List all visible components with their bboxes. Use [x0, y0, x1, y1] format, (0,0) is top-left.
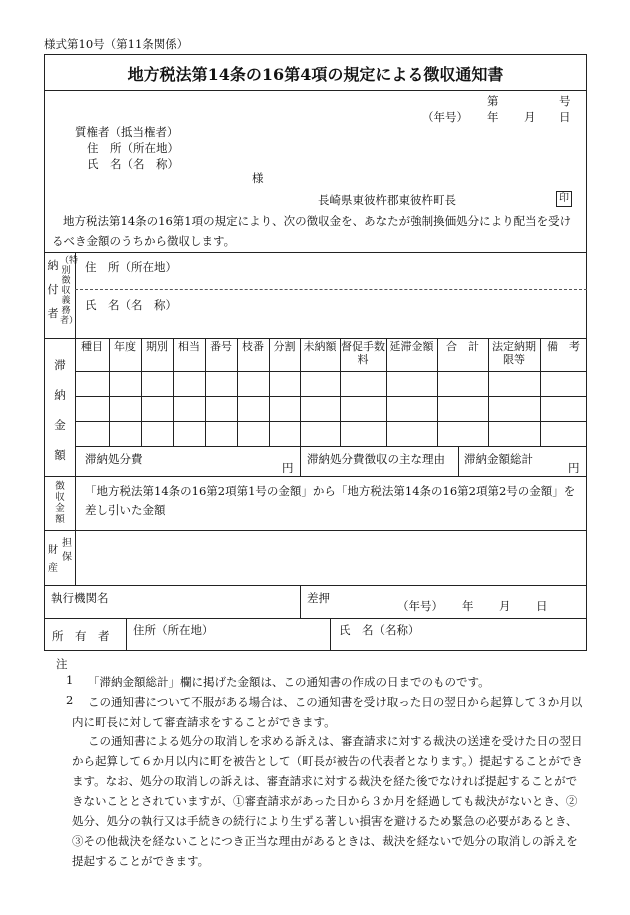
- collection-text: 「地方税法第14条の16第2項第1号の金額」から「地方税法第14条の16第2項第2号の金額」を差し引いた金額: [85, 484, 576, 517]
- note-1-text: 「滞納金額総計」欄に掲げた金額は、この通知書の作成の日までのものです。: [88, 675, 490, 689]
- collection-side-label: 徴収金額: [55, 481, 65, 525]
- column-divider: [540, 338, 541, 446]
- arrears-col-header: 相当: [178, 340, 200, 353]
- disposal-fee-yen: 円: [282, 461, 294, 475]
- divider: [44, 530, 587, 531]
- divider: [44, 585, 587, 586]
- seizure-day: 日: [536, 599, 548, 613]
- arrears-col-header: 法定納期限等: [492, 340, 536, 366]
- taxpayer-side-label: 納付者: [47, 259, 59, 320]
- divider: [75, 338, 76, 476]
- dashed-divider: [75, 289, 587, 290]
- arrears-col-header: 番号: [210, 340, 232, 353]
- security-side-label: 財産: [48, 545, 58, 574]
- seal-stamp: 印: [556, 191, 572, 207]
- form-id: 様式第10号（第11条関係）: [44, 37, 189, 51]
- owner-name: 氏 名（名称）: [339, 623, 420, 637]
- month-label: 月: [524, 110, 536, 124]
- arrears-col-header: 合 計: [446, 340, 479, 353]
- seizure-month: 月: [499, 599, 511, 613]
- column-divider: [340, 338, 341, 446]
- arrears-col-header: 種目: [81, 340, 103, 353]
- owner-label: 所 有 者: [52, 629, 110, 643]
- seizure-label: 差押: [307, 591, 330, 605]
- intro-text: 地方税法第14条の16第1項の規定により、次の徴収金を、あなたが強制換価処分により配当を受けるべき金額のうちから徴収します。: [52, 214, 572, 248]
- seizure-year-era: （年号）: [397, 599, 443, 613]
- column-divider: [141, 338, 142, 446]
- taxpayer-side-sub: （特別徴収義務者）: [60, 256, 79, 326]
- recipient-name: 氏 名（名 称）: [87, 157, 179, 171]
- arrears-col-header: 備 考: [547, 340, 580, 353]
- number-label: 第: [487, 94, 499, 108]
- divider: [44, 90, 587, 91]
- arrears-col-header: 分割: [273, 340, 296, 353]
- agency-label: 執行機関名: [51, 591, 109, 605]
- column-divider: [437, 338, 438, 446]
- recipient-role: 質権者（抵当権者）: [75, 125, 179, 139]
- divider: [75, 446, 587, 447]
- recipient-address: 住 所（所在地）: [87, 141, 179, 155]
- column-divider: [109, 338, 110, 446]
- taxpayer-address: 住 所（所在地）: [85, 260, 177, 274]
- issuer: 長崎県東彼杵郡東彼杵町長: [318, 193, 456, 207]
- column-divider: [237, 338, 238, 446]
- year-era: （年号）: [422, 110, 468, 124]
- seizure-year: 年: [462, 599, 474, 613]
- arrears-side-label: 滞納金額: [54, 358, 66, 462]
- page-title: 地方税法第14条の16第4項の規定による徴収通知書: [127, 65, 504, 84]
- divider: [330, 618, 331, 651]
- note-2-num: 2: [66, 693, 74, 707]
- number-suffix: 号: [559, 94, 571, 108]
- arrears-total-label: 滞納金額総計: [464, 452, 533, 466]
- note-2-text: この通知書について不服がある場合は、この通知書を受け取った日の翌日から起算して３か月以内に町長に対して審査請求をすることができます。: [72, 695, 583, 729]
- divider: [300, 585, 301, 618]
- column-divider: [205, 338, 206, 446]
- divider: [75, 396, 587, 397]
- divider: [458, 446, 459, 476]
- disposal-fee-label: 滞納処分費: [85, 452, 143, 466]
- arrears-col-header: 期別: [146, 340, 168, 353]
- day-label: 日: [559, 110, 571, 124]
- security-side-sub: 担保: [62, 538, 72, 563]
- note-1-num: 1: [66, 673, 74, 687]
- taxpayer-name: 氏 名（名 称）: [85, 298, 177, 312]
- year-label: 年: [487, 110, 499, 124]
- column-divider: [488, 338, 489, 446]
- arrears-col-header: 未納額: [303, 340, 337, 353]
- arrears-col-header: 督促手数料: [341, 340, 385, 366]
- column-divider: [173, 338, 174, 446]
- arrears-col-header: 年度: [114, 340, 136, 353]
- disposal-reason-label: 滞納処分費徴収の主な理由: [307, 452, 445, 466]
- divider: [75, 530, 76, 585]
- divider: [126, 618, 127, 651]
- divider: [44, 252, 587, 253]
- arrears-col-header: 延滞金額: [389, 340, 434, 353]
- arrears-col-header: 枝番: [242, 340, 264, 353]
- honorific: 様: [252, 171, 264, 185]
- column-divider: [386, 338, 387, 446]
- divider: [75, 476, 76, 530]
- divider: [44, 476, 587, 477]
- column-divider: [269, 338, 270, 446]
- arrears-total-yen: 円: [568, 461, 580, 475]
- note-paragraph: この通知書による処分の取消しを求める訴えは、審査請求に対する裁決の送達を受けた日の翌日から起算して６か月以内に町を被告として（町長が被告の代表者となります。）提起することができます。なお、処分の取消しの訴えは、審査請求に対する裁決を経た後でなければ提起することができないこととされていますが、①審査請求があった日から３か月を経過しても裁決がないとき、②処分、処分の執行又は手続きの続行により生ずる著しい損害を避けるため緊急の必要があるとき、③その他裁決を経ないことにつき正当な理由があるときは、裁決を経ないで処分の取消しの訴えを提起することができます。: [72, 734, 583, 868]
- column-divider: [300, 338, 301, 446]
- divider: [75, 371, 587, 372]
- divider: [75, 421, 587, 422]
- owner-address: 住所（所在地）: [133, 623, 214, 637]
- notes-heading: 注: [56, 657, 68, 671]
- divider: [300, 446, 301, 476]
- divider: [44, 338, 587, 339]
